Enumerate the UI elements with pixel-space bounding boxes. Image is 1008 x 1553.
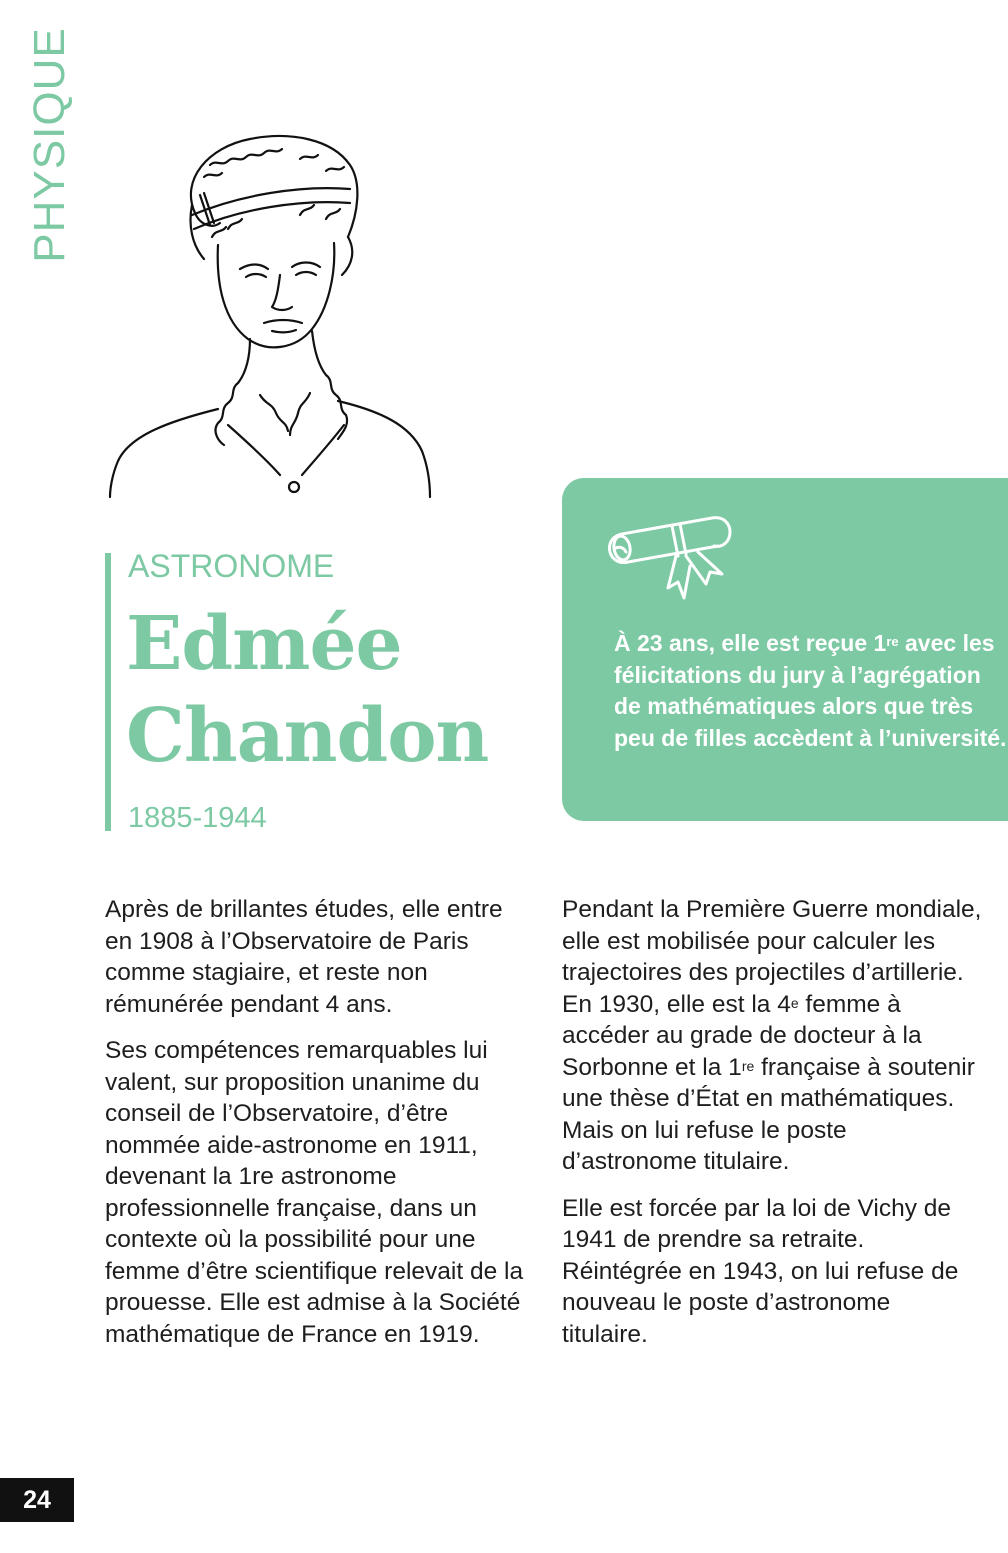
left-paragraph-2: Ses compétences remarquables lui valent, sur proposition unanime du conseil de l’Observatoire, d’être nommée aide-astronome en 1911, devenant la 1re astronome professionnelle française, dans un contexte où la possibilité pour une femme d’être scientifique relevait de la prouesse. Elle est admise à la Société mathématique de France en 1919. [105,1037,524,1348]
right-paragraph-1 [562,894,982,1178]
portrait-illustration [100,125,440,505]
left-paragraph-1: Après de brillantes études, elle entre en 1908 à l’Observatoire de Paris comme stagiaire, et reste non rémunérée pendant 4 ans. [105,896,503,1018]
diploma-scroll-icon [606,510,738,606]
title-accent-bar [105,553,111,831]
right-p1-part-c: française à soutenir une thèse d’État en mathématiques. Mais on lui refuse le poste d’astronome titulaire. [562,1053,975,1175]
section-label [18,27,82,263]
person-name [126,598,546,782]
profession-label: ASTRONOME [128,548,335,584]
callout-text-start: À 23 ans, elle est reçue 1 [614,630,887,656]
first-name: Edmée [126,601,402,687]
callout-superscript: re [886,634,899,649]
right-column [562,894,982,1365]
right-paragraph-2: Elle est forcée par la loi de Vichy de 1941 de prendre sa retraite. Réintégrée en 1943, on lui refuse de nouveau le poste d’astronome titulaire. [562,1194,959,1348]
highlight-callout [562,478,1008,821]
right-p1-part-b: femme à accéder au grade de docteur à la Sorbonne et la 1 [562,990,922,1081]
section-label-text: PHYSIQUE [25,27,74,263]
left-column [105,894,525,1365]
callout-text [614,628,1008,754]
life-dates: 1885-1944 [128,802,267,834]
right-p1-sup-2: re [741,1057,755,1074]
callout-text-end: avec les félicitations du jury à l’agrégation de mathématiques alors que très peu de filles accèdent à l’université. [614,630,1007,751]
page-number: 24 [0,1478,74,1522]
right-p1-part-a: Pendant la Première Guerre mondiale, elle est mobilisée pour calculer les trajectoires des projectiles d’artillerie. En 1930, elle est la 4 [562,896,982,1018]
right-p1-sup-1: e [790,994,799,1011]
last-name: Chandon [126,693,489,779]
